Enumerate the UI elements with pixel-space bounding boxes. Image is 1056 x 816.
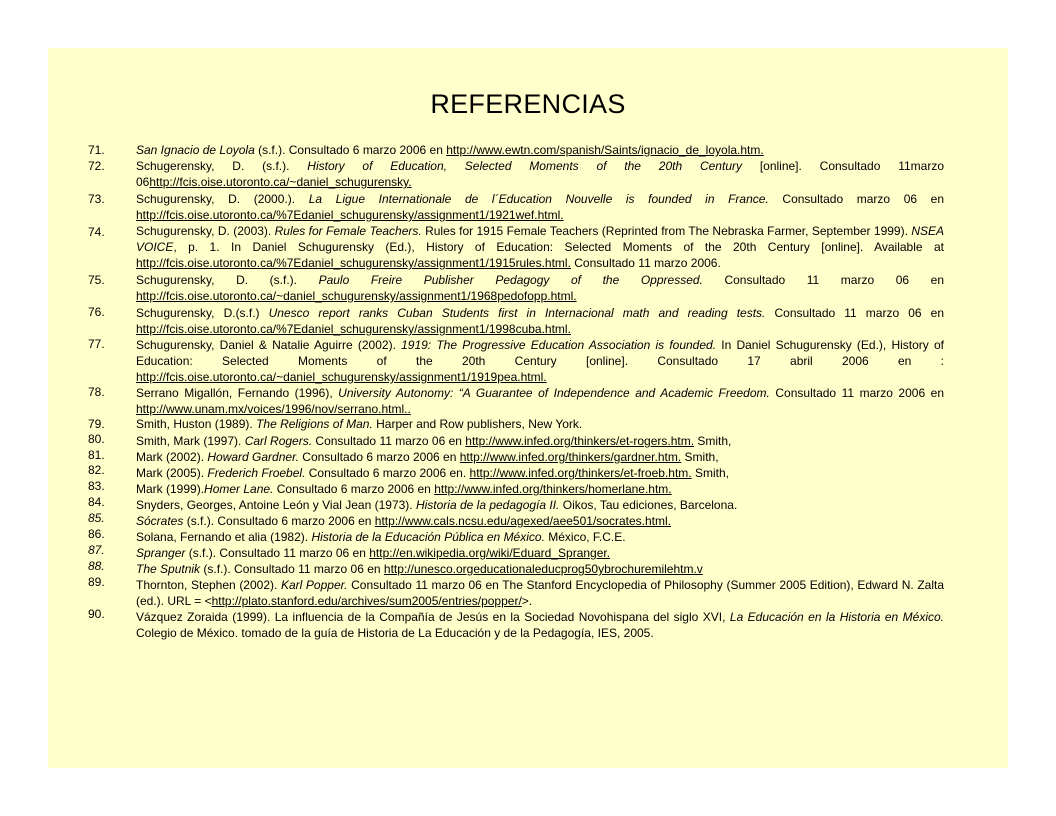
reference-number: 85.: [88, 511, 105, 525]
reference-segment: Consultado 11 marzo 06 en The Stanford Encyclopedia of Philosophy (Summer 2005 Edition), Edward N. Zalta (ed.). URL = <: [136, 578, 944, 608]
reference-text: [136, 337, 944, 385]
reference-text: [136, 223, 944, 271]
reference-link[interactable]: http://www.ewtn.com/spanish/Saints/ignacio_de_loyola.htm.: [446, 143, 764, 157]
reference-segment: Mark (1999).: [136, 482, 205, 496]
reference-text: [136, 142, 944, 158]
reference-title: Historia de la pedagogía II.: [415, 498, 560, 512]
reference-title: Howard Gardner.: [207, 450, 299, 464]
reference-number: 83.: [88, 479, 105, 493]
reference-segment: Smith,: [681, 450, 719, 464]
reference-link[interactable]: http://www.cals.ncsu.edu/agexed/aee501/socrates.html.: [374, 514, 671, 528]
reference-segment: Smith,: [691, 466, 729, 480]
reference-title: The Sputnik: [136, 562, 201, 576]
reference-link[interactable]: http://fcis.oise.utoronto.ca/~daniel_schugurensky/assignment1/1919pea.html.: [136, 370, 547, 384]
reference-segment: [online]. Consultado 11marzo 06: [136, 159, 944, 189]
reference-title: The Religions of Man.: [256, 417, 373, 431]
reference-text: [136, 272, 944, 304]
reference-number: 89.: [88, 575, 105, 589]
reference-number: 82.: [88, 463, 105, 477]
reference-number: 86.: [88, 527, 105, 541]
reference-title: Homer Lane.: [204, 482, 274, 496]
reference-number: 74.: [88, 225, 105, 239]
reference-text: [136, 561, 944, 577]
reference-number: 81.: [88, 448, 105, 462]
reference-link[interactable]: http://www.infed.org/thinkers/gardner.htm.: [459, 450, 682, 464]
reference-segment: Colegio de México. tomado de la guía de Historia de La Educación y de la Pedagogía, IES, 2005.: [136, 626, 654, 640]
reference-number: 78.: [88, 385, 105, 399]
reference-number: 87.: [88, 543, 105, 557]
reference-segment: (s.f.). Consultado 11 marzo 06 en: [185, 546, 370, 560]
reference-title: La Ligue Internationale de l´Education Nouvelle is founded in France.: [308, 192, 769, 206]
reference-link[interactable]: http://fcis.oise.utoronto.ca/%7Edaniel_schugurensky/assignment1/1915rules.html.: [136, 256, 571, 270]
reference-title: Paulo Freire Publisher Pedagogy of the Oppressed.: [318, 273, 703, 287]
reference-segment: Smith,: [694, 434, 732, 448]
reference-text: [136, 513, 944, 529]
reference-title: Karl Popper.: [280, 578, 348, 592]
page-title: REFERENCIAS: [430, 89, 626, 119]
reference-segment: Consultado marzo 06 en: [768, 192, 944, 206]
reference-segment: Schugerensky, D. (s.f.).: [136, 159, 308, 173]
reference-link[interactable]: http://www.infed.org/thinkers/et-froeb.htm.: [469, 466, 692, 480]
reference-title: University Autonomy: “A Guarantee of Independence and Academic Freedom.: [338, 386, 770, 400]
reference-segment: Solana, Fernando et alia (1982).: [136, 530, 312, 544]
reference-segment: Oikos, Tau ediciones, Barcelona.: [559, 498, 738, 512]
reference-segment: (s.f.). Consultado 6 marzo 2006 en: [254, 143, 447, 157]
reference-text: [136, 577, 944, 609]
reference-segment: Serrano Migallón, Fernando (1996),: [136, 386, 339, 400]
reference-link[interactable]: http://fcis.oise.utoronto.ca/%7Edaniel_schugurensky/assignment1/1921wef.html.: [136, 208, 564, 222]
reference-segment: Smith, Mark (1997).: [136, 434, 245, 448]
reference-segment: (s.f.). Consultado 11 marzo 06 en: [200, 562, 384, 576]
reference-text: [136, 191, 944, 223]
reference-number: 90.: [88, 607, 105, 621]
reference-text: [136, 545, 944, 561]
reference-link[interactable]: http://fcis.oise.utoronto.ca/%7Edaniel_schugurensky/assignment1/1998cuba.html.: [136, 322, 571, 336]
reference-segment: Rules for 1915 Female Teachers (Reprinted from The Nebraska Farmer, September 1999).: [421, 224, 912, 238]
reference-title: Rules for Female Teachers.: [274, 224, 422, 238]
reference-segment: Vázquez Zoraida (1999). La influencia de la Compañía de Jesús en la Sociedad Novohispana del siglo XVI,: [136, 610, 730, 624]
reference-segment: Schugurensky, Daniel & Natalie Aguirre (2002).: [136, 338, 402, 352]
reference-number: 80.: [88, 432, 105, 446]
reference-text: [136, 449, 944, 465]
reference-segment: Schugurensky, D.(s.f.): [136, 306, 269, 320]
reference-text: [136, 481, 944, 497]
reference-title: NSEA VOICE: [136, 224, 944, 254]
reference-title: Sócrates: [136, 514, 184, 528]
reference-link[interactable]: http://www.infed.org/thinkers/homerlane.htm.: [434, 482, 672, 496]
reference-segment: Consultado 11 marzo 06 en: [765, 306, 944, 320]
reference-title: La Educación en la Historia en México.: [729, 610, 944, 624]
reference-text: [136, 416, 944, 432]
reference-link[interactable]: http://www.infed.org/thinkers/et-rogers.htm.: [465, 434, 695, 448]
reference-text: [136, 609, 944, 641]
reference-title: Historia de la Educación Pública en México.: [311, 530, 545, 544]
reference-number: 73.: [88, 192, 105, 206]
reference-number: 75.: [88, 273, 105, 287]
reference-segment: Thornton, Stephen (2002).: [136, 578, 281, 592]
reference-title: Carl Rogers.: [244, 434, 313, 448]
reference-segment: , p. 1. In Daniel Schugurensky (Ed.), History of Education: Selected Moments of the 20th Century [online]. Available at: [173, 240, 944, 254]
reference-number: 76.: [88, 305, 105, 319]
reference-text: [136, 497, 944, 513]
reference-text: [136, 433, 944, 449]
reference-segment: Mark (2005).: [136, 466, 208, 480]
reference-segment: Schugurensky, D. (2000.).: [136, 192, 309, 206]
reference-text: [136, 465, 944, 481]
reference-title: Unesco report ranks Cuban Students first in Internacional math and reading tests.: [268, 306, 766, 320]
reference-link[interactable]: http://fcis.oise.utoronto.ca/~daniel_schugurensky/assignment1/1968pedofopp.html.: [136, 289, 577, 303]
reference-title: Spranger: [136, 546, 186, 560]
reference-number: 72.: [88, 159, 105, 173]
reference-link[interactable]: http://fcis.oise.utoronto.ca/~daniel_schugurensky.: [149, 175, 412, 189]
reference-text: [136, 158, 944, 190]
reference-segment: Mark (2002).: [136, 450, 208, 464]
reference-segment: Schugurensky, D. (2003).: [136, 224, 275, 238]
reference-segment: In Daniel Schugurensky (Ed.), History of Education: Selected Moments of the 20th Century [online]. Consultado 17 abril 2006 en :: [136, 338, 944, 368]
reference-segment: Consultado 11 marzo 2006 en: [769, 386, 944, 400]
reference-number: 71.: [88, 143, 105, 157]
slide: [48, 48, 1008, 768]
reference-link[interactable]: http://en.wikipedia.org/wiki/Eduard_Spranger.: [369, 546, 611, 560]
reference-number: 88.: [88, 559, 105, 573]
reference-segment: Harper and Row publishers, New York.: [372, 417, 583, 431]
reference-link[interactable]: http://plato.stanford.edu/archives/sum2005/entries/popper/: [211, 594, 522, 608]
reference-segment: Snyders, Georges, Antoine León y Vial Jean (1973).: [136, 498, 416, 512]
reference-number: 84.: [88, 495, 105, 509]
reference-segment: Smith, Huston (1989).: [136, 417, 257, 431]
reference-title: San Ignacio de Loyola: [136, 143, 255, 157]
reference-number: 79.: [88, 417, 105, 431]
reference-text: [136, 529, 944, 545]
reference-title: History of Education, Selected Moments of the 20th Century: [307, 159, 742, 173]
reference-segment: Consultado 6 marzo 2006 en: [273, 482, 435, 496]
reference-text: [136, 385, 944, 417]
reference-segment: (s.f.). Consultado 6 marzo 2006 en: [183, 514, 375, 528]
reference-segment: Consultado 11 marzo 06 en: [312, 434, 466, 448]
reference-text: [136, 305, 944, 337]
reference-link[interactable]: http://www.unam.mx/voices/1996/nov/serrano.html..: [136, 402, 411, 416]
reference-segment: Consultado 11 marzo 06 en: [702, 273, 945, 287]
reference-title: Frederich Froebel.: [207, 466, 306, 480]
reference-number: 77.: [88, 337, 105, 351]
reference-segment: Consultado 6 marzo 2006 en.: [305, 466, 470, 480]
reference-segment: >.: [521, 594, 533, 608]
reference-title: 1919: The Progressive Education Association is founded.: [401, 338, 717, 352]
reference-segment: Consultado 11 marzo 2006.: [570, 256, 721, 270]
reference-segment: Consultado 6 marzo 2006 en: [298, 450, 460, 464]
reference-segment: México, F.C.E.: [544, 530, 626, 544]
reference-link[interactable]: http://unesco.orgeducationaleducprog50ybrochuremilehtm.v: [383, 562, 703, 576]
reference-segment: Schugurensky, D. (s.f.).: [136, 273, 319, 287]
